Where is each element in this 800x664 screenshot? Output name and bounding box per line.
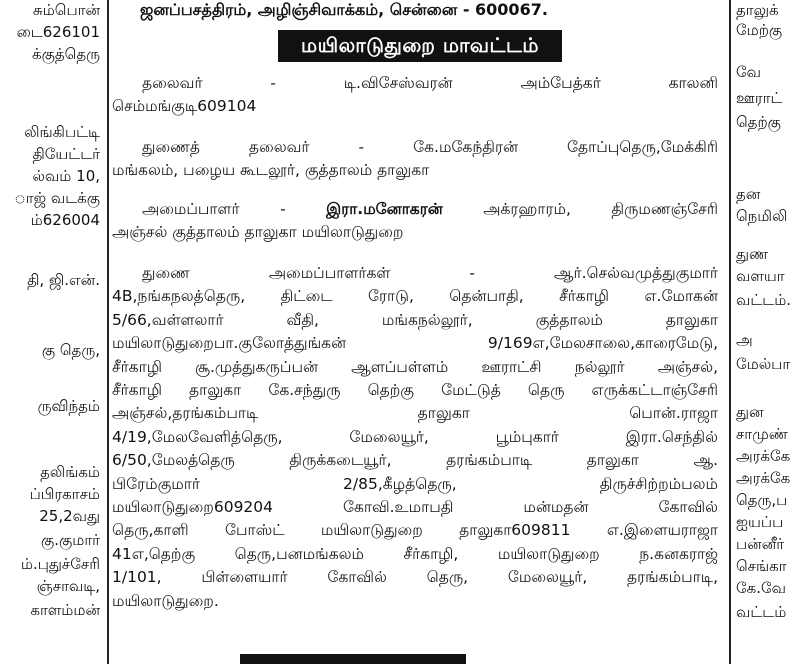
text-line: தலிங்கம் xyxy=(40,463,100,481)
text-line: வளயா xyxy=(736,267,785,285)
text-line: ருவிந்தம் xyxy=(37,397,100,415)
text-line: ம்626004 xyxy=(30,211,100,229)
text-line: கே.வே xyxy=(736,579,787,597)
text-line: ாஜ் வடக்கு xyxy=(14,189,100,207)
text-line: ஐயப்ப xyxy=(736,513,784,531)
text-line: மயிலாடுதுறை. xyxy=(112,591,219,610)
column-divider-left xyxy=(107,0,109,664)
text-line: தலைவர் - டி.விசேஸ்வரன் அம்பேத்கர் காலனி xyxy=(142,74,718,92)
text-line: 4B,நங்கநலத்தெரு, திட்டை ரோடு, தென்பாதி, சீர்காழி எ.மோகன் xyxy=(112,287,718,306)
text-line: அஞ்சல்,தரங்கம்பாடி தாலுகா பொன்.ராஜா xyxy=(112,404,718,423)
text-line: 41எ,தெற்கு தெரு,பனமங்கலம் சீர்காழி, மயிலாடுதுறை ந.கனகராஜ் xyxy=(112,544,718,563)
text-line: அரக்கே xyxy=(736,469,791,487)
organizer-entry xyxy=(112,198,718,245)
text-line: அரக்கே xyxy=(736,447,791,465)
text-line: க்குத்தெரு xyxy=(32,45,100,63)
text-line: சீர்காழி சூ.முத்துகருப்பன் ஆளப்பள்ளம் ஊராட்சி நல்லூர் அஞ்சல், xyxy=(112,357,718,376)
text-line: வட்டம் xyxy=(736,603,787,621)
main-column xyxy=(112,0,728,664)
text-line: 5/66,வள்ளலார் வீதி, மங்கநல்லூர், குத்தாலம் தாலுகா xyxy=(112,310,718,329)
text-line: மயிலாடுதுறை609204 கோவி.உமாபதி மன்மதன் கோவில் xyxy=(112,498,718,517)
text-line: தெற்கு xyxy=(736,113,781,131)
text-line: தெரு,ப xyxy=(736,491,788,509)
text-line: மங்கலம், பழைய கூடலூர், குத்தாலம் தாலுகா xyxy=(112,161,430,180)
text-line: பிரேம்குமார் 2/85,கீழத்தெரு, திருச்சிற்றம்பலம் xyxy=(112,474,718,493)
text-line: 4/19,மேலவேளித்தெரு, மேலையூர், பூம்புகார் இரா.செந்தில் xyxy=(112,427,718,446)
right-column xyxy=(734,0,800,664)
column-divider-right xyxy=(729,0,731,664)
text-line: தி, ஜி.என். xyxy=(27,271,100,289)
left-column xyxy=(0,0,106,664)
text-line: துன xyxy=(736,403,764,421)
text-line: சும்பொன் xyxy=(32,1,100,19)
text-line: காளம்மன் xyxy=(30,601,100,619)
text-line: கு.குமார் xyxy=(41,531,100,549)
text-line: ஊராட் xyxy=(736,89,783,107)
text-line: ம்.புதுச்சேரி xyxy=(20,555,100,573)
text-line: மயிலாடுதுறைபா.குலோத்துங்கன் 9/169எ,மேலசாலை,காரைமேடு, xyxy=(112,334,718,353)
text-line: அஞ்சல் குத்தாலம் தாலுகா மயிலாடுதுறை xyxy=(112,223,404,242)
text-line: ஞ்சாவடி, xyxy=(36,577,100,595)
text-line: 1/101, பிள்ளையார் கோவில் தெரு, மேலையூர், தரங்கம்பாடி, xyxy=(112,568,718,587)
text-line: சீர்காழி தாலுகா கே.சந்துரு தெற்கு மேட்டுத் தெரு எருக்கட்டாஞ்சேரி xyxy=(112,381,718,400)
organizer-name: இரா.மனோகரன் xyxy=(326,200,443,218)
text-line: துண xyxy=(736,245,769,263)
text-line: தெரு,காளி போஸ்ட் மயிலாடுதுறை தாலுகா609811 எ.இளையராஜா xyxy=(112,521,718,540)
text-line: செம்மங்குடி609104 xyxy=(112,97,257,116)
text-line: அ xyxy=(736,331,753,349)
text-line: துணைத் தலைவர் - கே.மகேந்திரன் தோப்புதெரு,மேக்கிரி xyxy=(142,138,718,156)
text-line: தாலுக் xyxy=(736,1,779,19)
text-line: செங்கா xyxy=(736,557,787,575)
text-line: வட்டம். xyxy=(736,291,792,309)
section-heading: மயிலாடுதுறை மாவட்டம் xyxy=(278,30,562,62)
text-line: ப்பிரகாசம் xyxy=(29,485,100,503)
text-line: பன்னீர் xyxy=(736,535,785,553)
text-line: வே xyxy=(736,63,762,81)
text-line: நெமிலி xyxy=(736,207,788,225)
text-line: கு தெரு, xyxy=(41,341,100,359)
next-heading-bar xyxy=(240,654,466,664)
text-line: டை626101 xyxy=(16,23,100,41)
text-line: 6/50,மேலத்தெரு திருக்கடையூர், தரங்கம்பாடி தாலுகா ஆ. xyxy=(112,451,718,470)
top-address-line: ஜனப்பசத்திரம், அழிஞ்சிவாக்கம், சென்னை - 600067. xyxy=(140,0,548,19)
deputy-organizers-entry xyxy=(112,262,718,613)
text-line: தன xyxy=(736,185,761,203)
vice-president-entry xyxy=(112,136,718,183)
president-entry xyxy=(112,72,718,119)
text-line: துணை அமைப்பாளர்கள் - ஆர்.செல்வமுத்துகுமார் xyxy=(142,264,718,282)
text-line: 25,2வது xyxy=(39,507,100,525)
text-line: ல்வம் 10, xyxy=(32,167,100,185)
text-line: அமைப்பாளர் - இரா.மனோகரன் அக்ரஹாரம், திருமணஞ்சேரி xyxy=(142,200,718,218)
text-line: மேற்கு xyxy=(736,21,783,39)
text-line: மேல்பா xyxy=(736,355,791,373)
text-line: தியேட்டர் xyxy=(32,145,100,163)
text-line: சாமுண் xyxy=(736,425,788,443)
text-line: லிங்கிபட்டி xyxy=(24,123,100,141)
